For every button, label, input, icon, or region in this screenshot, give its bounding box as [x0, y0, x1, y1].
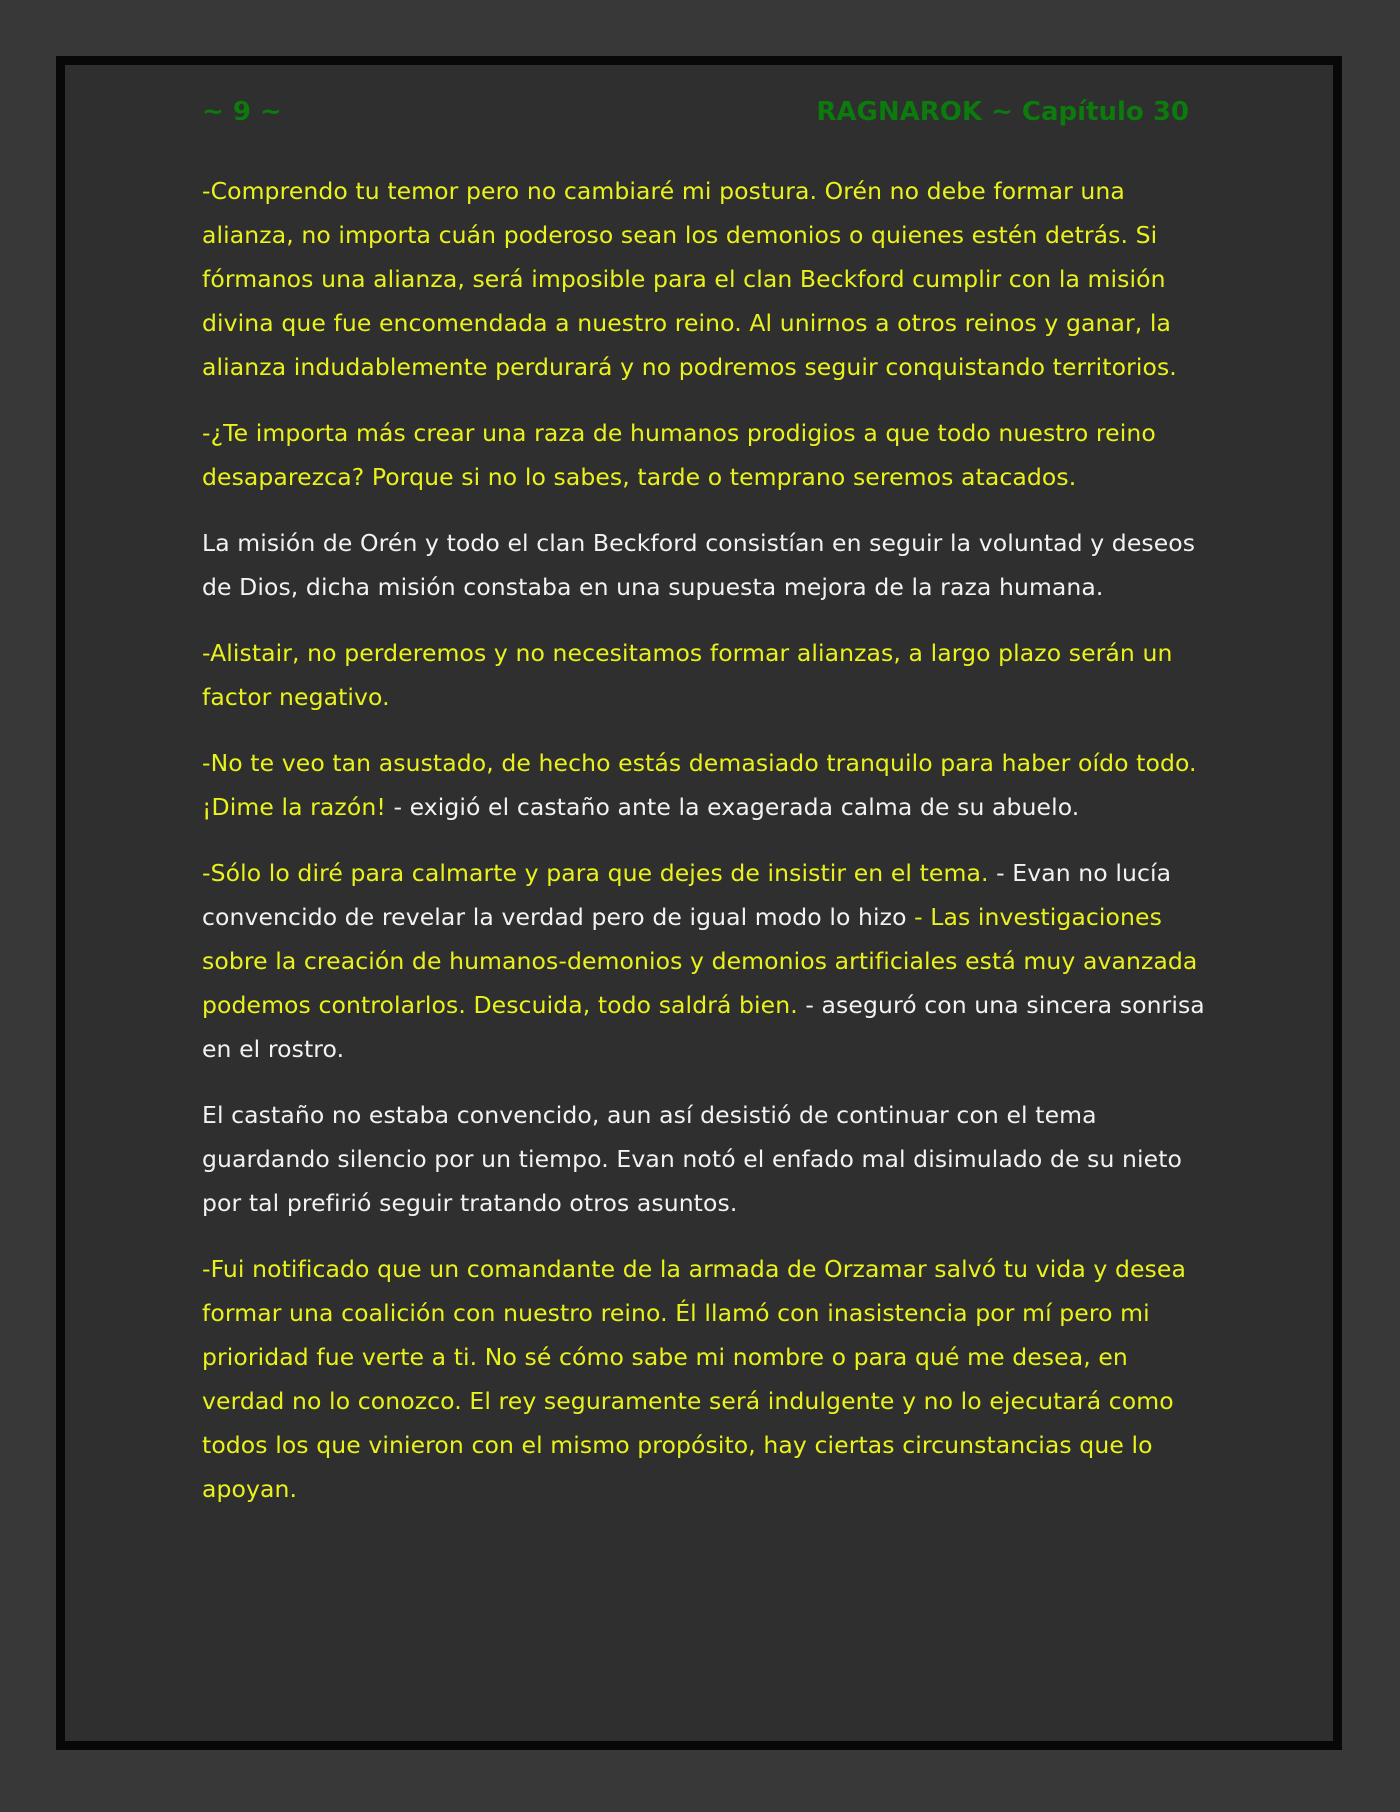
page-number: ~ 9 ~ [202, 97, 282, 127]
dialogue-text: -Alistair, no perderemos y no necesitamos formar alianzas, a largo plazo serán un factor negativo. [202, 639, 1173, 711]
page-header [202, 95, 1189, 129]
dialogue-text: -Fui notificado que un comandante de la armada de Orzamar salvó tu vida y desea formar una coalición con nuestro reino. Él llamó con inasistencia por mí pero mi prioridad fue verte a ti. No sé cómo sabe mi nombre o para qué me desea, en verdad no lo conozco. El rey seguramente será indulgente y no lo ejecutará como todos los que vinieron con el mismo propósito, hay ciertas circunstancias que lo apoyan. [202, 1255, 1186, 1503]
dialogue-text: -Comprendo tu temor pero no cambiaré mi postura. Orén no debe formar una alianza, no importa cuán poderoso sean los demonios o quienes estén detrás. Si fórmanos una alianza, será imposible para el clan Beckford cumplir con la misión divina que fue encomendada a nuestro reino. Al unirnos a otros reinos y ganar, la alianza indudablemente perdurará y no podremos seguir conquistando territorios. [202, 177, 1177, 381]
paragraph-5 [202, 741, 1212, 829]
narration-text: La misión de Orén y todo el clan Beckford consistían en seguir la voluntad y deseos de Dios, dicha misión constaba en una supuesta mejora de la raza humana. [202, 529, 1196, 601]
paragraph-8 [202, 1247, 1212, 1511]
dialogue-text: -¿Te importa más crear una raza de humanos prodigios a que todo nuestro reino desaparezca? Porque si no lo sabes, tarde o temprano seremos atacados. [202, 419, 1156, 491]
page-body [202, 169, 1212, 1533]
paragraph-1 [202, 169, 1212, 389]
narration-text: El castaño no estaba convencido, aun así desistió de continuar con el tema guardando silencio por un tiempo. Evan notó el enfado mal disimulado de su nieto por tal prefirió seguir tratando otros asuntos. [202, 1101, 1183, 1217]
chapter-title: RAGNAROK ~ Capítulo 30 [816, 97, 1189, 127]
dialogue-text: -Sólo lo diré para calmarte y para que dejes de insistir en el tema. [202, 859, 997, 887]
book-page [56, 56, 1342, 1750]
paragraph-3 [202, 521, 1212, 609]
paragraph-2 [202, 411, 1212, 499]
paragraph-4 [202, 631, 1212, 719]
paragraph-7 [202, 1093, 1212, 1225]
dialogue-text: - Las investigaciones sobre la creación de humanos-demonios y demonios artificiales está muy avanzada podemos controlarlos. Descuida, todo saldrá bien. [202, 903, 1198, 1019]
narration-text: - aseguró con una sincera sonrisa en el rostro. [202, 991, 1205, 1063]
narration-text: - exigió el castaño ante la exagerada calma de su abuelo. [393, 793, 1080, 821]
dialogue-text: -No te veo tan asustado, de hecho estás demasiado tranquilo para haber oído todo. ¡Dime la razón! [202, 749, 1197, 821]
paragraph-6 [202, 851, 1212, 1071]
narration-text: - Evan no lucía convencido de revelar la verdad pero de igual modo lo hizo [202, 859, 1172, 931]
